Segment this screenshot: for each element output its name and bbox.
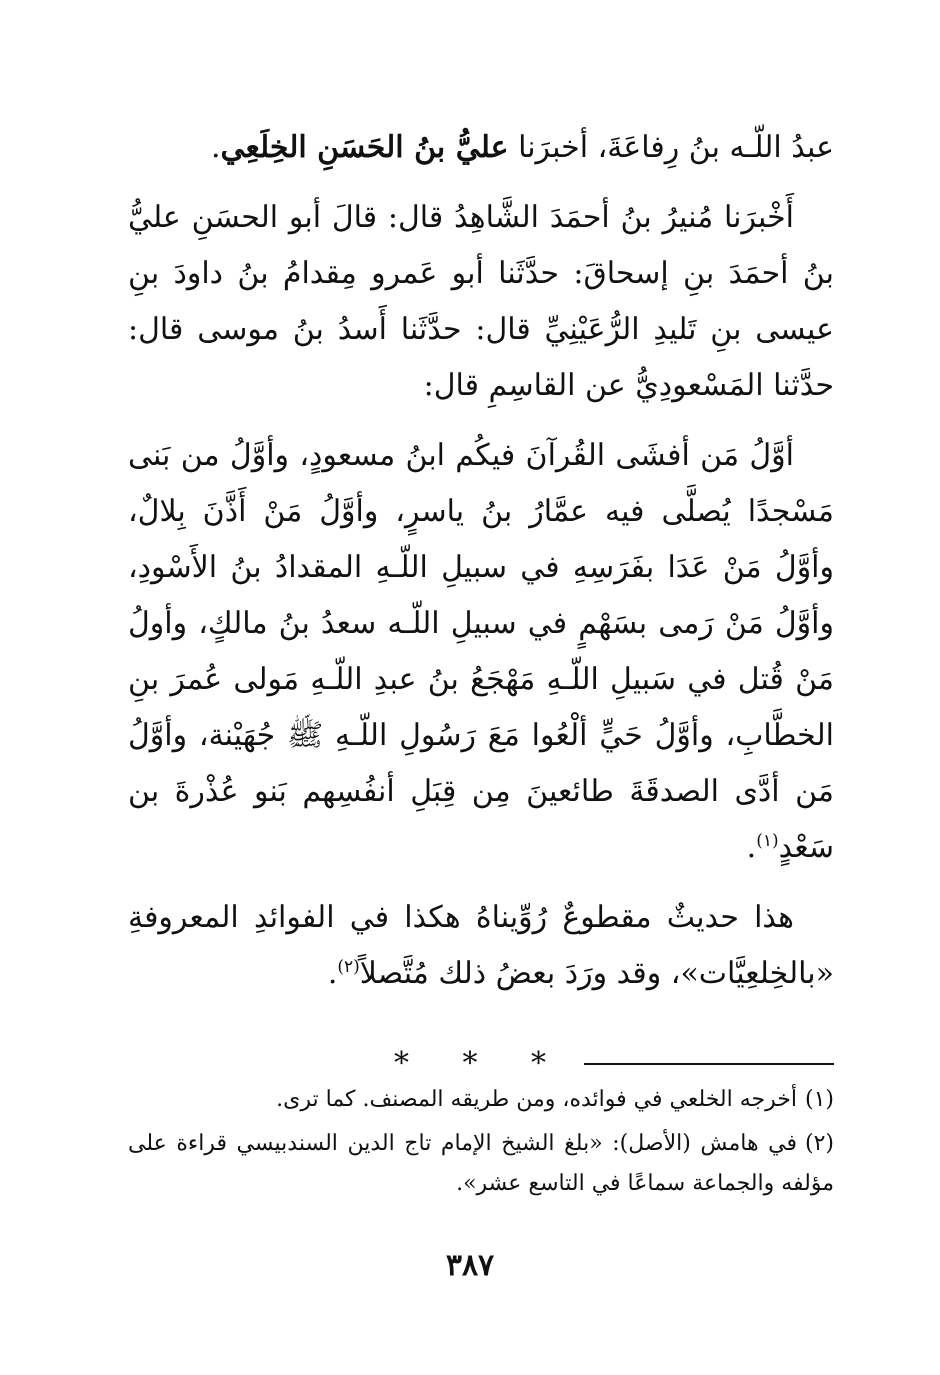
footnote-divider bbox=[584, 1063, 834, 1065]
paragraph-3-text: أوَّلُ مَن أفشَى القُرآنَ فيكُم ابنُ مسعودٍ، وأوَّلُ من بَنى مَسْجدًا يُصلَّى فيه عمَّارُ بنُ ياسرٍ، وأوَّلُ مَنْ أَذَّنَ بِلالٌ، وأوَّلُ مَنْ عَدَا بفَرَسِهِ في سبيلِ اللّـهِ المقدادُ بنُ الأَسْودِ، وأوَّلُ مَنْ رَمى بسَهْمٍ في سبيلِ اللّـه سعدُ بنُ مالكٍ، وأولُ مَنْ قُتل في سَبيلِ اللّـهِ مَهْجَعُ بنُ عبدِ اللّـهِ مَولى عُمرَ بنِ الخطَّابِ، وأوَّلُ حَيٍّ ألْعُوا مَعَ رَسُولِ اللّـهِ ﷺ جُهَيْنة، وأوَّلُ مَن أدَّى الصدقَةَ طائعينَ مِن قِبَلِ أنفُسِهم بَنو عُذْرةَ بن سَعْدٍ bbox=[128, 438, 834, 865]
paragraph-2 bbox=[128, 190, 834, 414]
page-number: ٣٨٧ bbox=[445, 1248, 495, 1283]
paragraph-4-text: هذا حديثٌ مقطوعٌ رُوِّيناهُ هكذا في الفوائدِ المعروفةِ «بالخِلعِيَّات»، وقد ورَدَ بعضُ ذلك مُتَّصلاً bbox=[128, 900, 834, 991]
footnote-2-text: في هامش (الأصل): «بلغ الشيخ الإمام تاج الدين السندبيسي قراءة على مؤلفه والجماعة سماعًا في التاسع عشر». bbox=[128, 1131, 834, 1196]
footnote-ref-1: (١) bbox=[756, 831, 779, 851]
paragraph-1-end: . bbox=[210, 130, 221, 165]
footnote-1-number: (١) bbox=[804, 1087, 834, 1112]
footnote-2 bbox=[128, 1124, 834, 1204]
footnote-2-number: (٢) bbox=[804, 1131, 834, 1156]
paragraph-3-end: . bbox=[746, 830, 757, 865]
footnote-1 bbox=[128, 1080, 834, 1120]
footnote-ref-2: (٢) bbox=[337, 957, 360, 977]
paragraph-1-bold-name: عليُّ بنُ الحَسَنِ الخِلَعِي bbox=[220, 130, 509, 165]
main-text bbox=[128, 120, 834, 1081]
paragraph-4-end: . bbox=[327, 956, 338, 991]
paragraph-4 bbox=[128, 890, 834, 1002]
footnote-1-text: أخرجه الخلعي في فوائده، ومن طريقه المصنف. كما ترى. bbox=[276, 1087, 797, 1112]
section-separator: * * * bbox=[393, 1046, 569, 1081]
paragraph-1 bbox=[128, 120, 834, 176]
paragraph-3 bbox=[128, 428, 834, 876]
footnotes bbox=[128, 1080, 834, 1208]
paragraph-1-text: عبدُ اللّـه بنُ رِفاعَةَ، أخبرَنا bbox=[508, 130, 834, 165]
paragraph-2-text: أَخْبرَنا مُنيرُ بنُ أحمَدَ الشَّاهِدُ قال: قالَ أبو الحسَنِ عليُّ بنُ أحمَدَ بنِ إسحاقَ: حدَّثَنا أبو عَمرو مِقدامُ بنُ داودَ بنِ عيسى بنِ تَليدِ الرُّعَيْنِيِّ قال: حدَّثَنا أَسدُ بنُ موسى قال: حدَّثنا المَسْعودِيُّ عن القاسِمِ قال: bbox=[128, 200, 834, 403]
